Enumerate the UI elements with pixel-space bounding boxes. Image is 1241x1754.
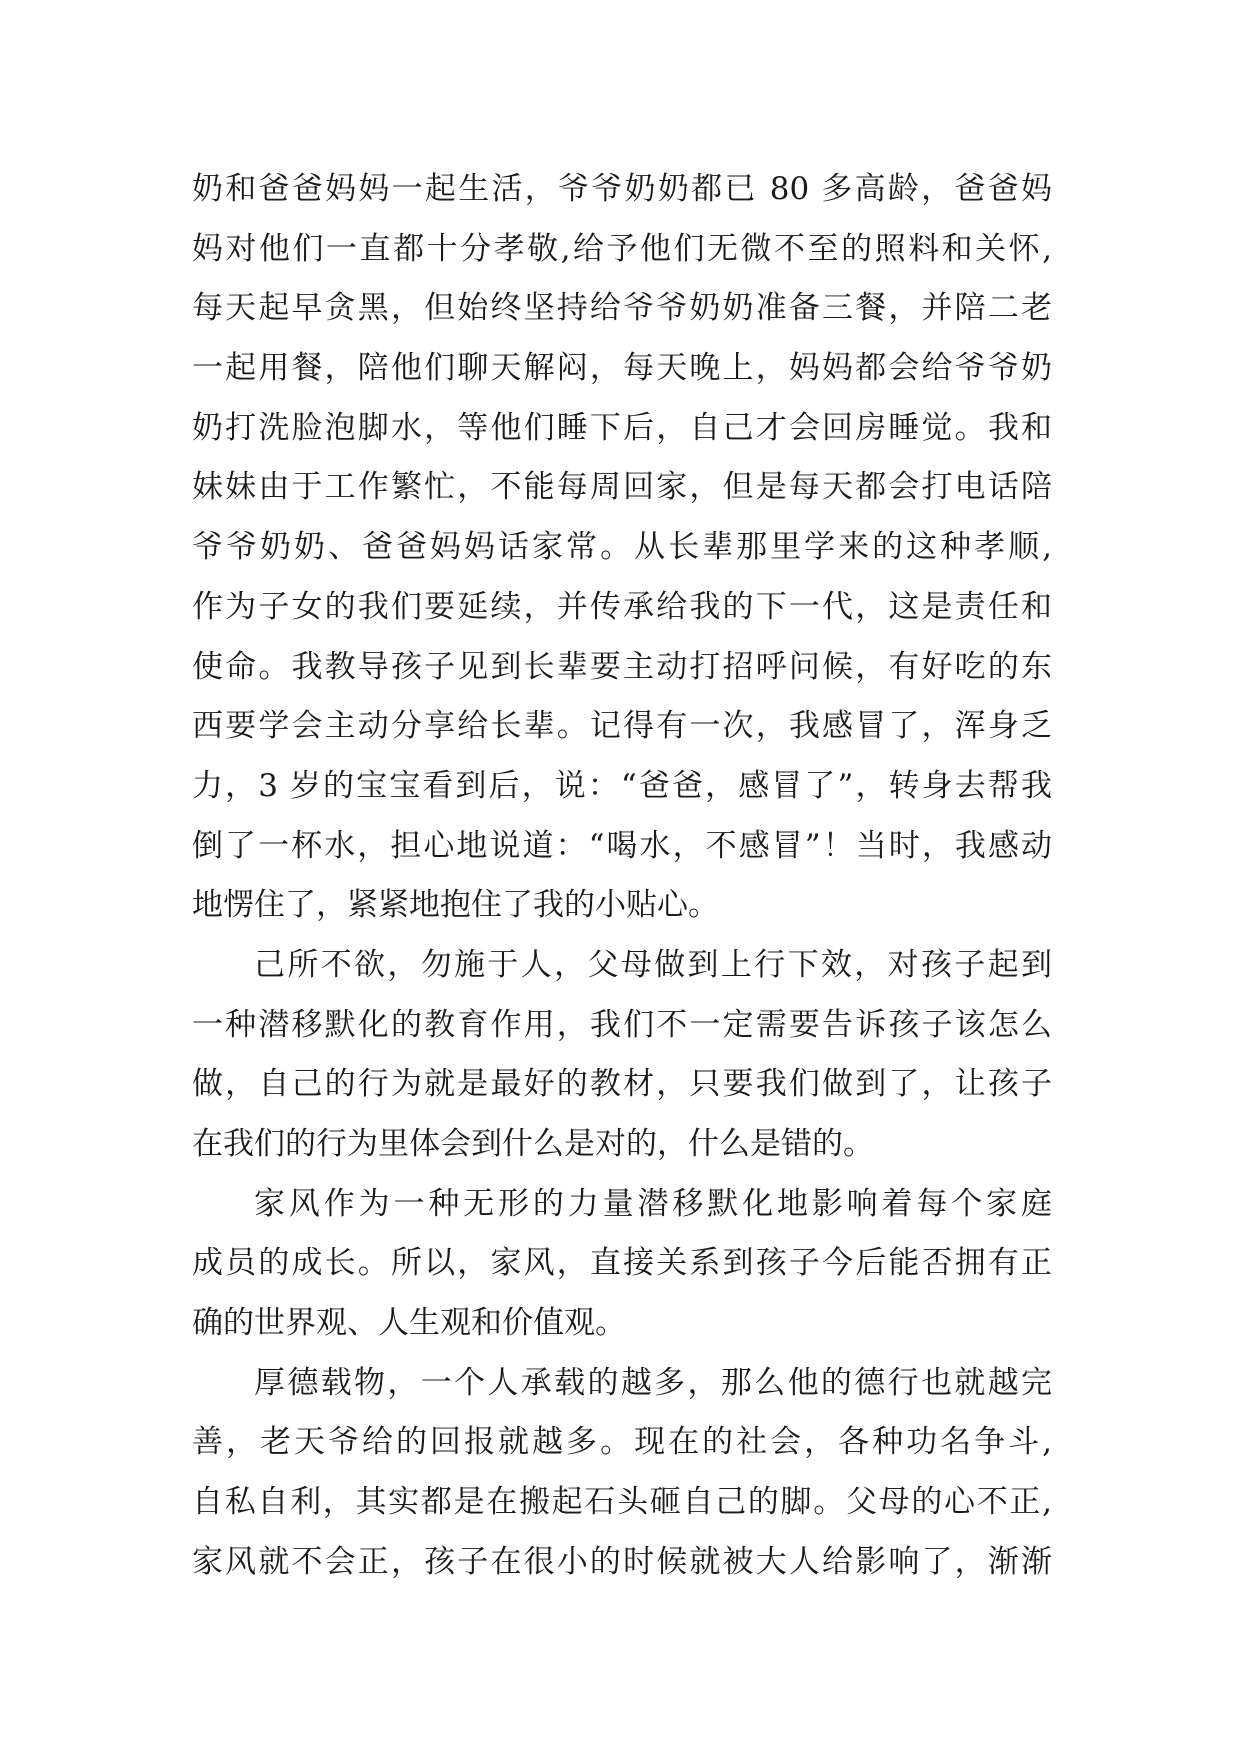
text-line: 自私自利，其实都是在搬起石头砸自己的脚。父母的心不正, [192, 1484, 1052, 1521]
text-line: 家风作为一种无形的力量潜移默化地影响着每个家庭 [254, 1185, 1052, 1222]
text-line: 力，3 岁的宝宝看到后，说：“爸爸，感冒了”，转身去帮我 [192, 767, 1052, 804]
text-line: 作为子女的我们要延续，并传承给我的下一代，这是责任和 [192, 588, 1052, 625]
text-line: 家风就不会正，孩子在很小的时候就被大人给影响了，渐渐 [192, 1543, 1052, 1580]
text-line: 使命。我教导孩子见到长辈要主动打招呼问候，有好吃的东 [192, 648, 1052, 685]
text-line: 在我们的行为里体会到什么是对的，什么是错的。 [192, 1126, 874, 1162]
text-line: 厚德载物，一个人承载的越多，那么他的德行也就越完 [254, 1364, 1052, 1401]
text-line: 地愣住了，紧紧地抱住了我的小贴心。 [192, 887, 719, 924]
text-line: 奶和爸爸妈妈一起生活，爷爷奶奶都已 80 多高龄，爸爸妈 [192, 171, 1052, 207]
text-line: 妹妹由于工作繁忙，不能每周回家，但是每天都会打电话陪 [192, 469, 1052, 506]
text-line: 倒了一杯水，担心地说道：“喝水，不感冒”！当时，我感动 [192, 827, 1052, 864]
text-line: 成员的成长。所以，家风，直接关系到孩子今后能否拥有正 [192, 1245, 1052, 1282]
text-line: 己所不欲，勿施于人，父母做到上行下效，对孩子起到 [254, 946, 1052, 983]
text-line: 爷爷奶奶、爸爸妈妈话家常。从长辈那里学来的这种孝顺, [192, 529, 1052, 566]
text-line: 奶打洗脸泡脚水，等他们睡下后，自己才会回房睡觉。我和 [192, 409, 1052, 446]
text-line: 确的世界观、人生观和价值观。 [192, 1305, 626, 1342]
text-line: 善，老天爷给的回报就越多。现在的社会，各种功名争斗, [192, 1424, 1052, 1461]
text-line: 西要学会主动分享给长辈。记得有一次，我感冒了，浑身乏 [192, 708, 1052, 745]
text-line: 做，自己的行为就是最好的教材，只要我们做到了，让孩子 [192, 1066, 1052, 1103]
text-line: 一起用餐，陪他们聊天解闷，每天晚上，妈妈都会给爷爷奶 [192, 350, 1052, 387]
text-line: 一种潜移默化的教育作用，我们不一定需要告诉孩子该怎么 [192, 1006, 1052, 1043]
text-line: 每天起早贪黑，但始终坚持给爷爷奶奶准备三餐，并陪二老 [192, 290, 1052, 327]
document-body-text [192, 160, 1052, 1593]
text-line: 妈对他们一直都十分孝敬,给予他们无微不至的照料和关怀, [192, 230, 1052, 267]
